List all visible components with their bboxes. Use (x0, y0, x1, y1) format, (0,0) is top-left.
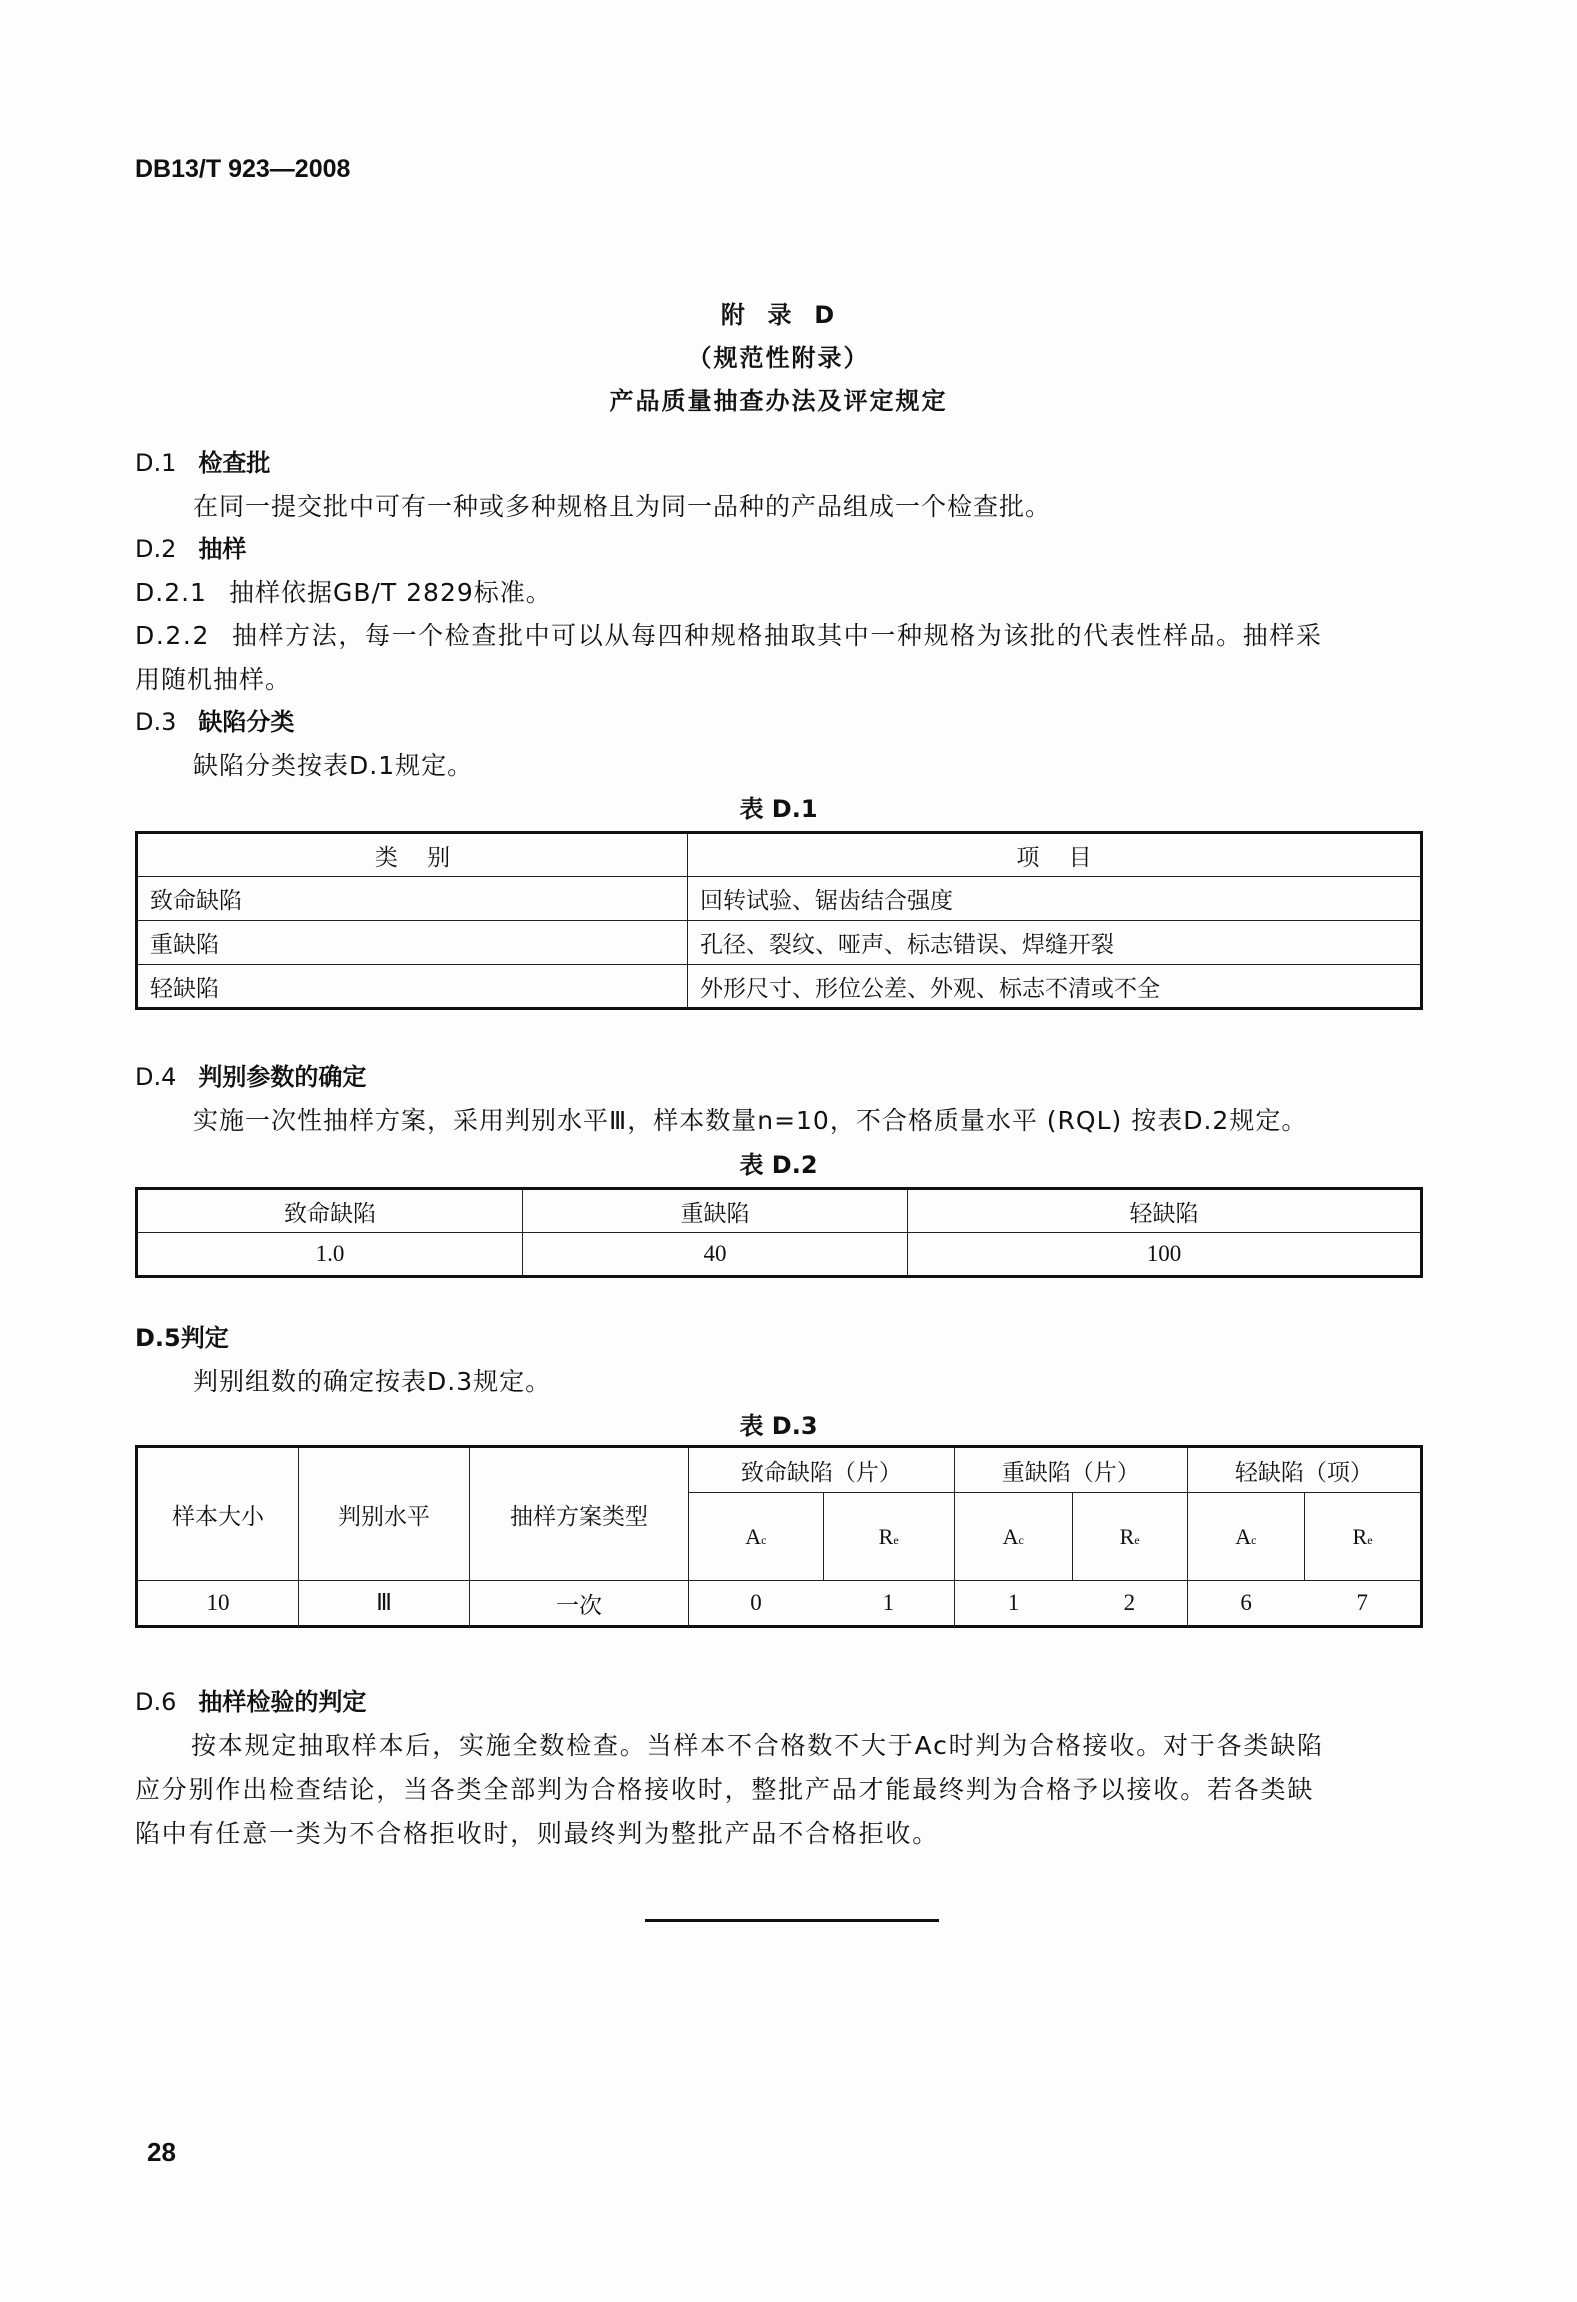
table-cell: 1 (823, 1581, 954, 1627)
table-d3 (135, 1445, 1423, 1628)
table-cell: Ⅲ (299, 1581, 470, 1627)
section-number: D.1 (135, 449, 177, 477)
table-cell: 40 (523, 1233, 908, 1277)
re-header: Re (1305, 1493, 1422, 1581)
table-header: 重缺陷（片） (954, 1447, 1187, 1493)
table-d1-caption: 表 D.1 (739, 795, 818, 823)
section-d5-heading: D.5判定 (135, 1324, 229, 1352)
table-cell: 1.0 (137, 1233, 523, 1277)
table-d1 (135, 831, 1423, 1010)
section-number: D.2 (135, 535, 177, 563)
table-header: 轻缺陷 (908, 1189, 1422, 1233)
table-header: 判别水平 (299, 1447, 470, 1581)
table-d2 (135, 1187, 1423, 1278)
appendix-name: 产品质量抽查办法及评定规定 (609, 387, 948, 415)
appendix-nature: （规范性附录） (687, 344, 870, 372)
table-cell: 孔径、裂纹、哑声、标志错误、焊缝开裂 (688, 921, 1422, 965)
table-cell: 1 (954, 1581, 1072, 1627)
table-header: 轻缺陷（项） (1187, 1447, 1421, 1493)
table-row (137, 965, 1422, 1009)
section-title: 抽样 (198, 535, 247, 563)
section-number: D.3 (135, 708, 177, 736)
table-row (137, 877, 1422, 921)
section-d1-heading (135, 443, 270, 478)
section-title: 检查批 (198, 449, 271, 477)
section-d6-heading (135, 1682, 366, 1717)
table-cell: 致命缺陷 (137, 877, 688, 921)
table-cell: 100 (908, 1233, 1422, 1277)
section-d4-text: 实施一次性抽样方案，采用判别水平Ⅲ，样本数量n=10，不合格质量水平 (RQL) 按表D.2规定。 (193, 1106, 1308, 1135)
section-d6-line: 陷中有任意一类为不合格拒收时，则最终判为整批产品不合格拒收。 (135, 1819, 940, 1848)
table-cell: 外形尺寸、形位公差、外观、标志不清或不全 (688, 965, 1422, 1009)
end-rule (645, 1919, 939, 1922)
table-header: 类 别 (137, 833, 688, 877)
section-d1-text: 在同一提交批中可有一种或多种规格且为同一品种的产品组成一个检查批。 (193, 492, 1052, 521)
table-header: 抽样方案类型 (470, 1447, 689, 1581)
table-header: 样本大小 (137, 1447, 299, 1581)
table-row (137, 921, 1422, 965)
section-d4-heading (135, 1057, 366, 1092)
section-d3-heading (135, 702, 294, 737)
table-row (137, 1233, 1422, 1277)
table-header: 重缺陷 (523, 1189, 908, 1233)
table-cell: 轻缺陷 (137, 965, 688, 1009)
ac-header: Ac (954, 1493, 1072, 1581)
table-cell: 0 (689, 1581, 824, 1627)
section-d2-heading (135, 529, 246, 564)
section-number: D.2.2 (135, 621, 210, 650)
table-cell: 重缺陷 (137, 921, 688, 965)
appendix-title: 附 录 D (720, 301, 837, 329)
section-number: D.4 (135, 1063, 177, 1091)
re-header: Re (823, 1493, 954, 1581)
document-code: DB13/T 923—2008 (135, 155, 351, 183)
section-number: D.2.1 (135, 578, 207, 607)
page-number: 28 (147, 2137, 176, 2167)
table-cell: 10 (137, 1581, 299, 1627)
table-header: 致命缺陷（片） (689, 1447, 955, 1493)
table-cell: 一次 (470, 1581, 689, 1627)
section-title: 抽样检验的判定 (198, 1688, 367, 1716)
section-d22-cont: 用随机抽样。 (135, 665, 292, 694)
section-number: D.6 (135, 1688, 177, 1716)
section-text: 抽样依据GB/T 2829标准。 (228, 578, 552, 607)
table-header: 致命缺陷 (137, 1189, 523, 1233)
section-d3-text: 缺陷分类按表D.1规定。 (193, 751, 474, 780)
section-d6-line: 按本规定抽取样本后，实施全数检查。当样本不合格数不大于Ac时判为合格接收。对于各类缺陷 (191, 1731, 1324, 1760)
table-cell: 6 (1187, 1581, 1304, 1627)
table-cell: 2 (1072, 1581, 1187, 1627)
section-title: 判别参数的确定 (198, 1063, 367, 1091)
table-row (137, 1581, 1422, 1627)
table-cell: 7 (1305, 1581, 1422, 1627)
section-text: 抽样方法，每一个检查批中可以从每四种规格抽取其中一种规格为该批的代表性样品。抽样采 (231, 621, 1323, 650)
section-d5-text: 判别组数的确定按表D.3规定。 (193, 1367, 552, 1396)
section-d6-line: 应分别作出检查结论，当各类全部判为合格接收时，整批产品才能最终判为合格予以接收。若各类缺 (135, 1775, 1315, 1804)
ac-header: Ac (689, 1493, 824, 1581)
table-cell: 回转试验、锯齿结合强度 (688, 877, 1422, 921)
section-title: 缺陷分类 (198, 708, 295, 736)
ac-header: Ac (1187, 1493, 1304, 1581)
table-header: 项 目 (688, 833, 1422, 877)
section-d21 (135, 573, 552, 609)
table-d3-caption: 表 D.3 (739, 1412, 818, 1440)
table-d2-caption: 表 D.2 (739, 1151, 818, 1179)
re-header: Re (1072, 1493, 1187, 1581)
section-d22 (135, 616, 1323, 652)
